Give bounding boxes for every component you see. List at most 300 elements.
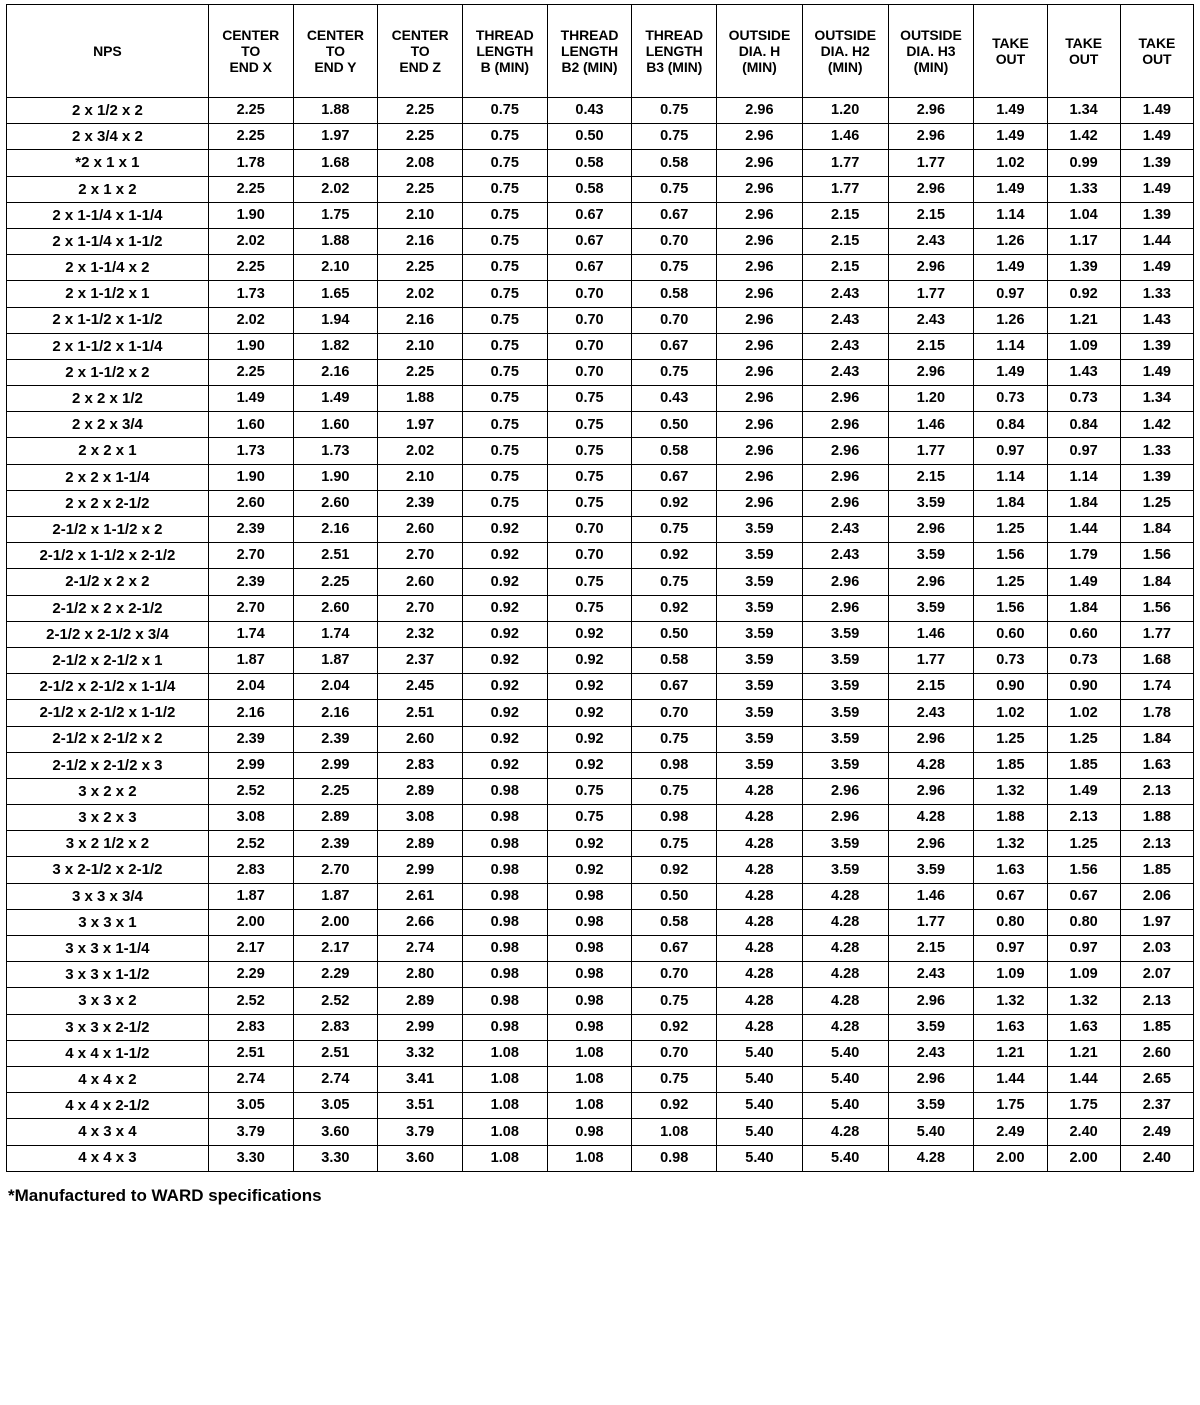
cell-value: 1.44 (974, 1066, 1047, 1092)
cell-nps: 3 x 3 x 2 (7, 988, 209, 1014)
cell-value: 0.75 (547, 386, 632, 412)
cell-value: 0.75 (462, 464, 547, 490)
cell-nps: 4 x 4 x 1-1/2 (7, 1040, 209, 1066)
cell-value: 0.70 (547, 359, 632, 385)
cell-value: 0.92 (462, 674, 547, 700)
cell-value: 2.02 (293, 176, 378, 202)
cell-value: 2.51 (293, 543, 378, 569)
cell-value: 1.46 (888, 621, 974, 647)
column-header-line: OUT (1068, 51, 1099, 67)
cell-value: 0.67 (632, 202, 717, 228)
cell-nps: 2-1/2 x 2-1/2 x 3/4 (7, 621, 209, 647)
cell-value: 2.13 (1120, 988, 1193, 1014)
fitting-dimensions-table (6, 4, 1194, 1172)
cell-value: 0.97 (974, 438, 1047, 464)
column-header-line: DIA. H (738, 42, 781, 59)
cell-value: 1.49 (1120, 255, 1193, 281)
cell-nps: 3 x 2 x 3 (7, 805, 209, 831)
cell-value: 0.92 (462, 700, 547, 726)
cell-value: 1.44 (1047, 517, 1120, 543)
cell-value: 3.59 (717, 543, 803, 569)
cell-value: 1.08 (462, 1119, 547, 1145)
cell-value: 1.60 (208, 412, 293, 438)
cell-value: 0.98 (547, 962, 632, 988)
cell-value: 2.96 (888, 1066, 974, 1092)
cell-value: 0.92 (632, 1014, 717, 1040)
cell-value: 3.59 (888, 857, 974, 883)
cell-value: 2.96 (717, 124, 803, 150)
table-row (7, 1093, 1194, 1119)
column-header-9 (888, 5, 974, 98)
column-header-5 (547, 5, 632, 98)
cell-value: 1.94 (293, 307, 378, 333)
cell-value: 1.32 (974, 831, 1047, 857)
cell-value: 0.75 (462, 333, 547, 359)
cell-value: 2.43 (888, 962, 974, 988)
cell-value: 0.75 (632, 569, 717, 595)
cell-value: 0.97 (974, 936, 1047, 962)
cell-value: 0.92 (462, 647, 547, 673)
cell-nps: 2-1/2 x 2-1/2 x 3 (7, 752, 209, 778)
cell-value: 2.15 (888, 333, 974, 359)
cell-value: 0.75 (462, 386, 547, 412)
cell-value: 1.77 (888, 438, 974, 464)
cell-value: 2.43 (802, 281, 888, 307)
cell-nps: 4 x 4 x 3 (7, 1145, 209, 1171)
cell-value: 1.56 (1120, 543, 1193, 569)
cell-nps: 4 x 4 x 2-1/2 (7, 1093, 209, 1119)
column-header-line: LENGTH (476, 42, 534, 59)
cell-value: 0.98 (462, 936, 547, 962)
cell-nps: 2 x 2 x 1 (7, 438, 209, 464)
cell-value: 1.08 (547, 1066, 632, 1092)
cell-value: 2.10 (378, 333, 463, 359)
cell-value: 0.75 (462, 228, 547, 254)
cell-value: 4.28 (717, 778, 803, 804)
cell-value: 2.25 (293, 569, 378, 595)
cell-value: 0.67 (547, 255, 632, 281)
cell-value: 0.70 (547, 281, 632, 307)
cell-value: 2.15 (802, 255, 888, 281)
cell-value: 1.39 (1120, 150, 1193, 176)
cell-value: 0.99 (1047, 150, 1120, 176)
cell-value: 0.92 (462, 543, 547, 569)
cell-value: 2.15 (802, 228, 888, 254)
cell-value: 2.00 (293, 909, 378, 935)
cell-value: 2.60 (208, 490, 293, 516)
cell-value: 0.92 (632, 490, 717, 516)
cell-value: 3.59 (802, 831, 888, 857)
cell-value: 0.98 (632, 805, 717, 831)
cell-value: 2.52 (208, 778, 293, 804)
cell-value: 0.70 (547, 543, 632, 569)
cell-value: 2.07 (1120, 962, 1193, 988)
cell-value: 2.25 (293, 778, 378, 804)
column-header-line: TO (241, 42, 261, 59)
cell-value: 2.96 (717, 386, 803, 412)
cell-value: 0.75 (462, 124, 547, 150)
cell-value: 0.73 (974, 647, 1047, 673)
cell-value: 1.25 (974, 569, 1047, 595)
cell-value: 1.44 (1047, 1066, 1120, 1092)
cell-value: 0.75 (462, 307, 547, 333)
cell-value: 2.00 (208, 909, 293, 935)
cell-value: 3.59 (802, 700, 888, 726)
cell-value: 2.83 (293, 1014, 378, 1040)
cell-value: 1.39 (1047, 255, 1120, 281)
cell-value: 0.75 (547, 464, 632, 490)
cell-value: 2.89 (378, 988, 463, 1014)
cell-value: 3.60 (378, 1145, 463, 1171)
cell-value: 2.60 (378, 569, 463, 595)
cell-value: 1.65 (293, 281, 378, 307)
cell-value: 0.60 (974, 621, 1047, 647)
cell-value: 4.28 (802, 1119, 888, 1145)
cell-value: 1.25 (974, 726, 1047, 752)
cell-value: 3.59 (717, 595, 803, 621)
cell-value: 0.75 (462, 412, 547, 438)
table-row (7, 1066, 1194, 1092)
cell-value: 1.73 (293, 438, 378, 464)
cell-value: 5.40 (802, 1145, 888, 1171)
cell-value: 3.79 (208, 1119, 293, 1145)
cell-value: 2.96 (802, 386, 888, 412)
cell-nps: 3 x 2-1/2 x 2-1/2 (7, 857, 209, 883)
table-row (7, 543, 1194, 569)
cell-nps: 2-1/2 x 2-1/2 x 2 (7, 726, 209, 752)
column-header-line: (MIN) (827, 59, 863, 76)
cell-value: 2.39 (208, 517, 293, 543)
cell-value: 2.04 (208, 674, 293, 700)
cell-value: 0.92 (632, 595, 717, 621)
cell-value: 1.26 (974, 228, 1047, 254)
cell-nps: 2 x 1/2 x 2 (7, 98, 209, 124)
cell-value: 3.79 (378, 1119, 463, 1145)
cell-value: 3.59 (802, 857, 888, 883)
cell-value: 3.30 (293, 1145, 378, 1171)
cell-value: 1.32 (1047, 988, 1120, 1014)
cell-value: 1.63 (1120, 752, 1193, 778)
cell-nps: 2-1/2 x 2-1/2 x 1-1/4 (7, 674, 209, 700)
cell-value: 3.59 (802, 647, 888, 673)
cell-value: 1.39 (1120, 333, 1193, 359)
cell-value: 1.09 (1047, 962, 1120, 988)
cell-value: 2.02 (208, 307, 293, 333)
cell-value: 2.39 (293, 726, 378, 752)
cell-value: 1.84 (974, 490, 1047, 516)
cell-value: 1.63 (1047, 1014, 1120, 1040)
cell-value: 1.43 (1120, 307, 1193, 333)
cell-nps: 3 x 3 x 2-1/2 (7, 1014, 209, 1040)
cell-value: 4.28 (888, 805, 974, 831)
cell-value: 1.04 (1047, 202, 1120, 228)
cell-value: 3.59 (717, 621, 803, 647)
cell-value: 2.25 (208, 176, 293, 202)
cell-value: 1.77 (888, 909, 974, 935)
cell-value: 5.40 (888, 1119, 974, 1145)
cell-value: 2.96 (717, 255, 803, 281)
cell-nps: 2-1/2 x 2-1/2 x 1-1/2 (7, 700, 209, 726)
cell-value: 1.26 (974, 307, 1047, 333)
table-row (7, 1145, 1194, 1171)
cell-value: 0.92 (462, 726, 547, 752)
table-row (7, 281, 1194, 307)
column-header-line: DIA. H2 (820, 42, 870, 59)
cell-value: 2.06 (1120, 883, 1193, 909)
cell-nps: 3 x 2 x 2 (7, 778, 209, 804)
cell-value: 2.16 (293, 700, 378, 726)
cell-value: 2.17 (293, 936, 378, 962)
cell-value: 1.14 (974, 202, 1047, 228)
cell-value: 0.70 (632, 962, 717, 988)
cell-value: 2.16 (378, 307, 463, 333)
cell-value: 2.32 (378, 621, 463, 647)
cell-value: 0.70 (547, 307, 632, 333)
cell-value: 0.75 (462, 281, 547, 307)
cell-value: 1.97 (293, 124, 378, 150)
table-row (7, 438, 1194, 464)
cell-value: 4.28 (717, 962, 803, 988)
cell-value: 1.08 (462, 1040, 547, 1066)
cell-value: 3.59 (717, 569, 803, 595)
cell-value: 2.96 (717, 307, 803, 333)
cell-value: 2.96 (802, 464, 888, 490)
cell-value: 1.08 (547, 1093, 632, 1119)
cell-value: 2.10 (378, 202, 463, 228)
cell-value: 0.98 (547, 1119, 632, 1145)
column-header-line: NPS (93, 42, 122, 59)
cell-value: 0.98 (547, 909, 632, 935)
cell-value: 3.05 (208, 1093, 293, 1119)
column-header-line: THREAD (645, 26, 704, 43)
cell-value: 1.77 (802, 150, 888, 176)
cell-value: 2.96 (888, 569, 974, 595)
cell-value: 1.60 (293, 412, 378, 438)
cell-nps: 2 x 1-1/2 x 2 (7, 359, 209, 385)
cell-value: 0.92 (547, 647, 632, 673)
cell-value: 1.73 (208, 438, 293, 464)
cell-value: 4.28 (802, 962, 888, 988)
cell-value: 3.59 (717, 726, 803, 752)
cell-value: 0.75 (632, 778, 717, 804)
cell-value: 0.92 (547, 726, 632, 752)
cell-value: 0.75 (632, 255, 717, 281)
column-header-line: OUTSIDE (900, 26, 962, 43)
cell-nps: 4 x 4 x 2 (7, 1066, 209, 1092)
cell-value: 0.67 (632, 333, 717, 359)
cell-value: 0.92 (547, 752, 632, 778)
cell-value: 2.51 (293, 1040, 378, 1066)
cell-value: 2.49 (1120, 1119, 1193, 1145)
cell-value: 1.46 (888, 412, 974, 438)
cell-value: 1.20 (802, 98, 888, 124)
cell-value: 2.83 (208, 857, 293, 883)
cell-value: 0.92 (462, 517, 547, 543)
cell-value: 2.74 (378, 936, 463, 962)
cell-value: 1.77 (888, 647, 974, 673)
cell-value: 1.82 (293, 333, 378, 359)
cell-value: 0.67 (1047, 883, 1120, 909)
cell-value: 0.75 (547, 438, 632, 464)
cell-value: 0.58 (547, 176, 632, 202)
table-row (7, 726, 1194, 752)
cell-value: 2.15 (888, 464, 974, 490)
cell-value: 0.98 (462, 805, 547, 831)
cell-nps: 2 x 2 x 3/4 (7, 412, 209, 438)
cell-nps: 2-1/2 x 1-1/2 x 2 (7, 517, 209, 543)
cell-value: 2.96 (888, 359, 974, 385)
cell-value: 2.37 (378, 647, 463, 673)
cell-value: 1.32 (974, 778, 1047, 804)
cell-value: 2.43 (802, 543, 888, 569)
cell-value: 3.59 (717, 647, 803, 673)
cell-value: 0.84 (974, 412, 1047, 438)
cell-value: 0.97 (1047, 438, 1120, 464)
cell-value: 2.43 (888, 700, 974, 726)
cell-value: 0.92 (462, 595, 547, 621)
cell-value: 1.14 (974, 464, 1047, 490)
cell-value: 2.96 (717, 281, 803, 307)
cell-value: 1.49 (293, 386, 378, 412)
cell-value: 1.49 (1120, 359, 1193, 385)
cell-value: 1.33 (1120, 281, 1193, 307)
cell-value: 4.28 (888, 1145, 974, 1171)
column-header-line: TAKE (992, 34, 1029, 51)
cell-value: 1.49 (1120, 176, 1193, 202)
cell-value: 2.51 (208, 1040, 293, 1066)
column-header-line: END Z (399, 59, 441, 76)
cell-value: 2.70 (208, 543, 293, 569)
column-header-line: LENGTH (645, 42, 703, 59)
cell-value: 0.98 (462, 1014, 547, 1040)
cell-value: 3.59 (888, 595, 974, 621)
column-header-3 (378, 5, 463, 98)
cell-value: 0.90 (974, 674, 1047, 700)
cell-value: 0.50 (632, 883, 717, 909)
table-row (7, 517, 1194, 543)
cell-value: 2.96 (717, 333, 803, 359)
column-header-8 (802, 5, 888, 98)
cell-value: 1.08 (462, 1066, 547, 1092)
cell-value: 2.96 (888, 726, 974, 752)
cell-value: 1.39 (1120, 464, 1193, 490)
cell-value: 0.75 (632, 98, 717, 124)
cell-value: 3.59 (717, 517, 803, 543)
cell-value: 2.96 (717, 98, 803, 124)
cell-value: 0.75 (632, 517, 717, 543)
cell-value: 1.25 (1047, 726, 1120, 752)
cell-value: 2.43 (802, 307, 888, 333)
cell-value: 0.75 (462, 438, 547, 464)
cell-value: 1.46 (802, 124, 888, 150)
cell-value: 2.25 (378, 255, 463, 281)
cell-value: 2.96 (717, 464, 803, 490)
cell-value: 0.97 (974, 281, 1047, 307)
table-row (7, 595, 1194, 621)
cell-value: 2.96 (802, 778, 888, 804)
cell-value: 0.70 (547, 517, 632, 543)
column-header-line: CENTER (222, 26, 280, 43)
cell-value: 2.51 (378, 700, 463, 726)
cell-value: 1.88 (293, 228, 378, 254)
cell-value: 1.77 (888, 281, 974, 307)
cell-value: 1.87 (293, 883, 378, 909)
cell-value: 0.92 (547, 857, 632, 883)
cell-value: 1.85 (1120, 857, 1193, 883)
cell-value: 0.75 (462, 490, 547, 516)
cell-value: 1.88 (1120, 805, 1193, 831)
cell-value: 0.98 (462, 831, 547, 857)
cell-nps: 2-1/2 x 2 x 2 (7, 569, 209, 595)
cell-value: 1.75 (974, 1093, 1047, 1119)
cell-value: 1.77 (802, 176, 888, 202)
cell-value: 0.75 (632, 124, 717, 150)
cell-value: 0.75 (547, 805, 632, 831)
cell-value: 1.56 (974, 595, 1047, 621)
cell-nps: 2 x 1-1/4 x 1-1/4 (7, 202, 209, 228)
table-row (7, 674, 1194, 700)
column-header-11 (1047, 5, 1120, 98)
cell-value: 4.28 (717, 909, 803, 935)
cell-value: 0.58 (547, 150, 632, 176)
cell-value: 1.21 (974, 1040, 1047, 1066)
cell-value: 1.90 (208, 202, 293, 228)
table-row (7, 883, 1194, 909)
cell-nps: 2 x 1-1/2 x 1-1/4 (7, 333, 209, 359)
cell-value: 4.28 (717, 988, 803, 1014)
cell-value: 1.49 (1047, 569, 1120, 595)
table-row (7, 333, 1194, 359)
cell-value: 1.87 (208, 647, 293, 673)
cell-value: 4.28 (717, 831, 803, 857)
cell-value: 0.98 (547, 988, 632, 1014)
table-row (7, 962, 1194, 988)
cell-value: 2.96 (888, 255, 974, 281)
table-row (7, 228, 1194, 254)
cell-value: 1.97 (378, 412, 463, 438)
cell-value: 4.28 (717, 857, 803, 883)
cell-value: 2.43 (888, 1040, 974, 1066)
cell-value: 1.88 (974, 805, 1047, 831)
cell-value: 2.99 (378, 1014, 463, 1040)
table-header (7, 5, 1194, 98)
cell-value: 4.28 (717, 805, 803, 831)
cell-value: 3.60 (293, 1119, 378, 1145)
cell-value: 2.66 (378, 909, 463, 935)
cell-value: 1.90 (293, 464, 378, 490)
cell-value: 2.13 (1120, 831, 1193, 857)
cell-value: 2.89 (378, 778, 463, 804)
cell-value: 2.74 (208, 1066, 293, 1092)
cell-value: 1.20 (888, 386, 974, 412)
cell-value: 1.02 (974, 150, 1047, 176)
cell-value: 2.96 (717, 228, 803, 254)
cell-value: 1.84 (1120, 517, 1193, 543)
cell-value: 0.75 (632, 726, 717, 752)
column-header-line: B2 (MIN) (561, 59, 618, 76)
cell-value: 2.96 (802, 490, 888, 516)
cell-value: 0.50 (632, 621, 717, 647)
column-header-line: DIA. H3 (906, 42, 956, 59)
cell-value: 0.58 (632, 647, 717, 673)
cell-value: 1.85 (1047, 752, 1120, 778)
cell-value: 2.43 (802, 517, 888, 543)
cell-value: 5.40 (717, 1066, 803, 1092)
cell-value: 2.37 (1120, 1093, 1193, 1119)
table-row (7, 700, 1194, 726)
column-header-7 (717, 5, 803, 98)
cell-value: 0.84 (1047, 412, 1120, 438)
